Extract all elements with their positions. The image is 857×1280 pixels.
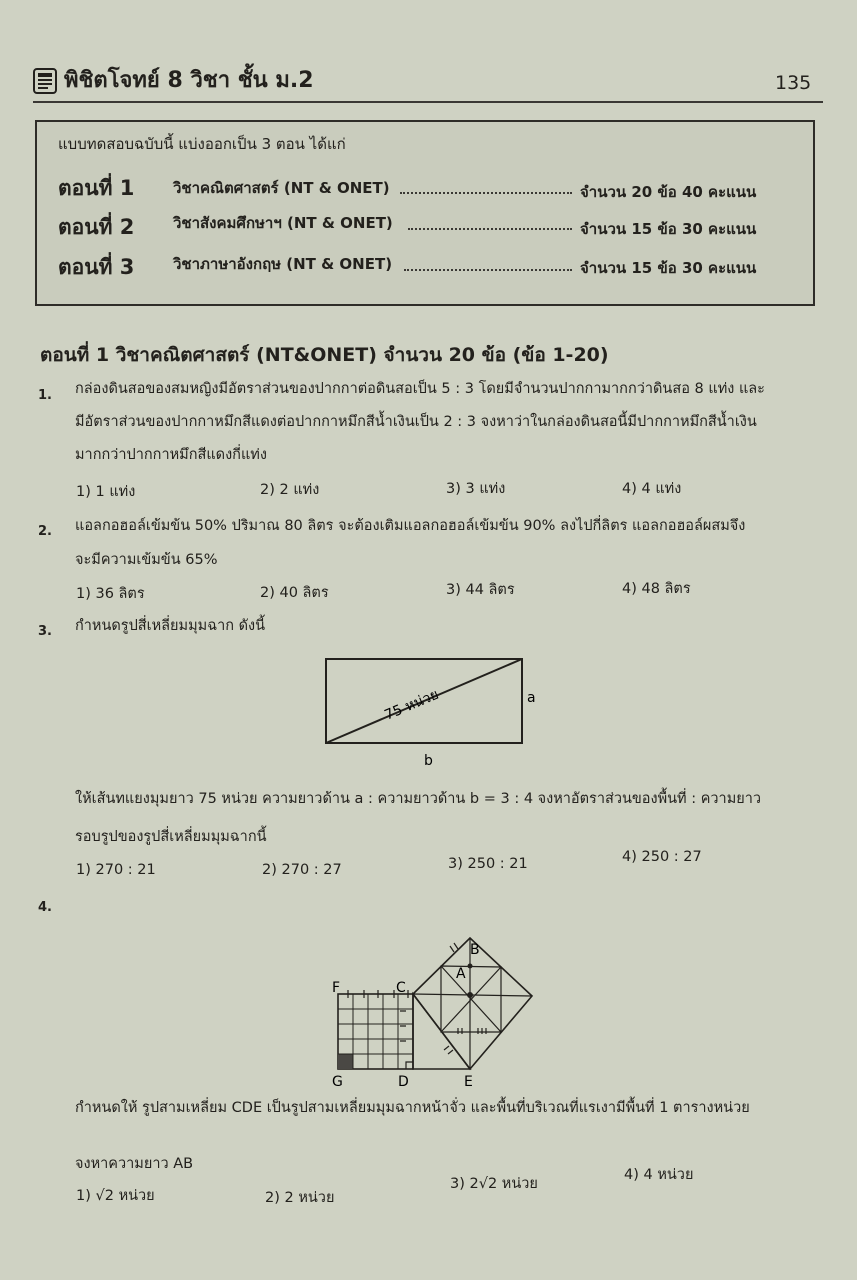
answer-option: 2) 40 ลิตร [260, 585, 329, 601]
answer-option: 3) 2√2 หน่วย [450, 1176, 538, 1192]
label-b: B [470, 942, 480, 958]
leader-dots [400, 192, 572, 194]
answer-option: 2) 270 : 27 [262, 862, 342, 878]
answer-option: 1) 270 : 21 [76, 862, 156, 878]
answer-option: 4) 250 : 27 [622, 849, 702, 865]
question-text-line: จะมีความเข้มข้น 65% [75, 552, 218, 568]
part-count: จำนวน 15 ข้อ 30 คะแนน [580, 259, 757, 277]
label-a: A [456, 966, 466, 982]
diagonal-label: 75 หน่วย [382, 686, 442, 724]
part-subject: วิชาภาษาอังกฤษ (NT & ONET) [173, 255, 393, 273]
part-count: จำนวน 15 ข้อ 30 คะแนน [580, 220, 757, 238]
header-divider [33, 101, 823, 103]
shaded-cell [338, 1054, 353, 1069]
answer-option: 2) 2 แท่ง [260, 482, 320, 498]
question-text-line: มีอัตราส่วนของปากกาหมึกสีแดงต่อปากกาหมึกสีน้ำเงินเป็น 2 : 3 จงหาว่าในกล่องดินสอนี้มีปากกาหมึกสีน้ำเงิน [75, 414, 757, 430]
answer-option: 3) 3 แท่ง [446, 481, 506, 497]
question-text-line: กำหนดให้ รูปสามเหลี่ยม CDE เป็นรูปสามเหลี่ยมมุมฉากหน้าจั่ว และพื้นที่บริเวณที่แรเงามีพื้นที่ 1 ตารางหน่วย [75, 1100, 750, 1116]
label-d: D [398, 1074, 409, 1090]
question-text-line: มากกว่าปากกาหมึกสีแดงกี่แท่ง [75, 447, 267, 463]
squares-figure [328, 920, 548, 1090]
answer-option: 1) 1 แท่ง [76, 484, 136, 500]
label-e: E [464, 1074, 473, 1090]
book-icon [33, 68, 57, 94]
section-heading: ตอนที่ 1 วิชาคณิตศาสตร์ (NT&ONET) จำนวน 20 ข้อ (ข้อ 1-20) [40, 344, 609, 366]
part-subject: วิชาคณิตศาสตร์ (NT & ONET) [173, 179, 390, 197]
equal-marks [444, 943, 486, 1054]
answer-option: 3) 250 : 21 [448, 856, 528, 872]
label-g: G [332, 1074, 343, 1090]
answer-option: 4) 48 ลิตร [622, 581, 691, 597]
question-text-line: กำหนดรูปสี่เหลี่ยมมุมฉาก ดังนี้ [75, 618, 266, 634]
question-text-line: จงหาความยาว AB [75, 1156, 194, 1172]
question-text-line: แอลกอฮอล์เข้มข้น 50% ปริมาณ 80 ลิตร จะต้องเติมแอลกอฮอล์เข้มข้น 90% ลงไปกี่ลิตร แอลกอฮอล์ผสมจึง [75, 518, 746, 534]
tick-marks [348, 990, 408, 1041]
leader-dots [404, 269, 572, 271]
answer-option: 4) 4 หน่วย [624, 1167, 694, 1183]
part-count: จำนวน 20 ข้อ 40 คะแนน [580, 183, 757, 201]
book-title: พิชิตโจทย์ 8 วิชา ชั้น ม.2 [64, 68, 314, 93]
point-a [468, 964, 473, 969]
part-label: ตอนที่ 3 [58, 255, 135, 279]
question-number: 4. [38, 900, 52, 915]
side-b-label: b [424, 753, 433, 769]
center-point [467, 992, 473, 998]
label-f: F [332, 980, 341, 996]
question-number: 2. [38, 524, 52, 539]
side-a-label: a [527, 690, 536, 706]
leader-dots [408, 228, 572, 230]
page-number: 135 [775, 72, 812, 94]
question-text-line: รอบรูปของรูปสี่เหลี่ยมมุมฉากนี้ [75, 829, 267, 845]
question-text-line: ให้เส้นทแยงมุมยาว 75 หน่วย ความยาวด้าน a : ความยาวด้าน b = 3 : 4 จงหาอัตราส่วนของพื้นที่ : ความยาว [75, 791, 762, 807]
part-label: ตอนที่ 1 [58, 176, 135, 200]
part-label: ตอนที่ 2 [58, 215, 135, 239]
exam-intro: แบบทดสอบฉบับนี้ แบ่งออกเป็น 3 ตอน ได้แก่ [58, 135, 346, 153]
question-text-line: กล่องดินสอของสมหญิงมีอัตราส่วนของปากกาต่อดินสอเป็น 5 : 3 โดยมีจำนวนปากกามากกว่าดินสอ 8 แท่ง และ [75, 381, 765, 397]
answer-option: 3) 44 ลิตร [446, 582, 515, 598]
question-number: 3. [38, 624, 52, 639]
label-c: C [396, 980, 406, 996]
answer-option: 4) 4 แท่ง [622, 481, 682, 497]
answer-option: 2) 2 หน่วย [265, 1190, 335, 1206]
part-subject: วิชาสังคมศึกษาฯ (NT & ONET) [173, 214, 393, 232]
answer-option: 1) √2 หน่วย [76, 1188, 155, 1204]
answer-option: 1) 36 ลิตร [76, 586, 145, 602]
right-angle-mark [406, 1062, 413, 1069]
question-number: 1. [38, 388, 52, 403]
rectangle-figure [315, 650, 555, 770]
